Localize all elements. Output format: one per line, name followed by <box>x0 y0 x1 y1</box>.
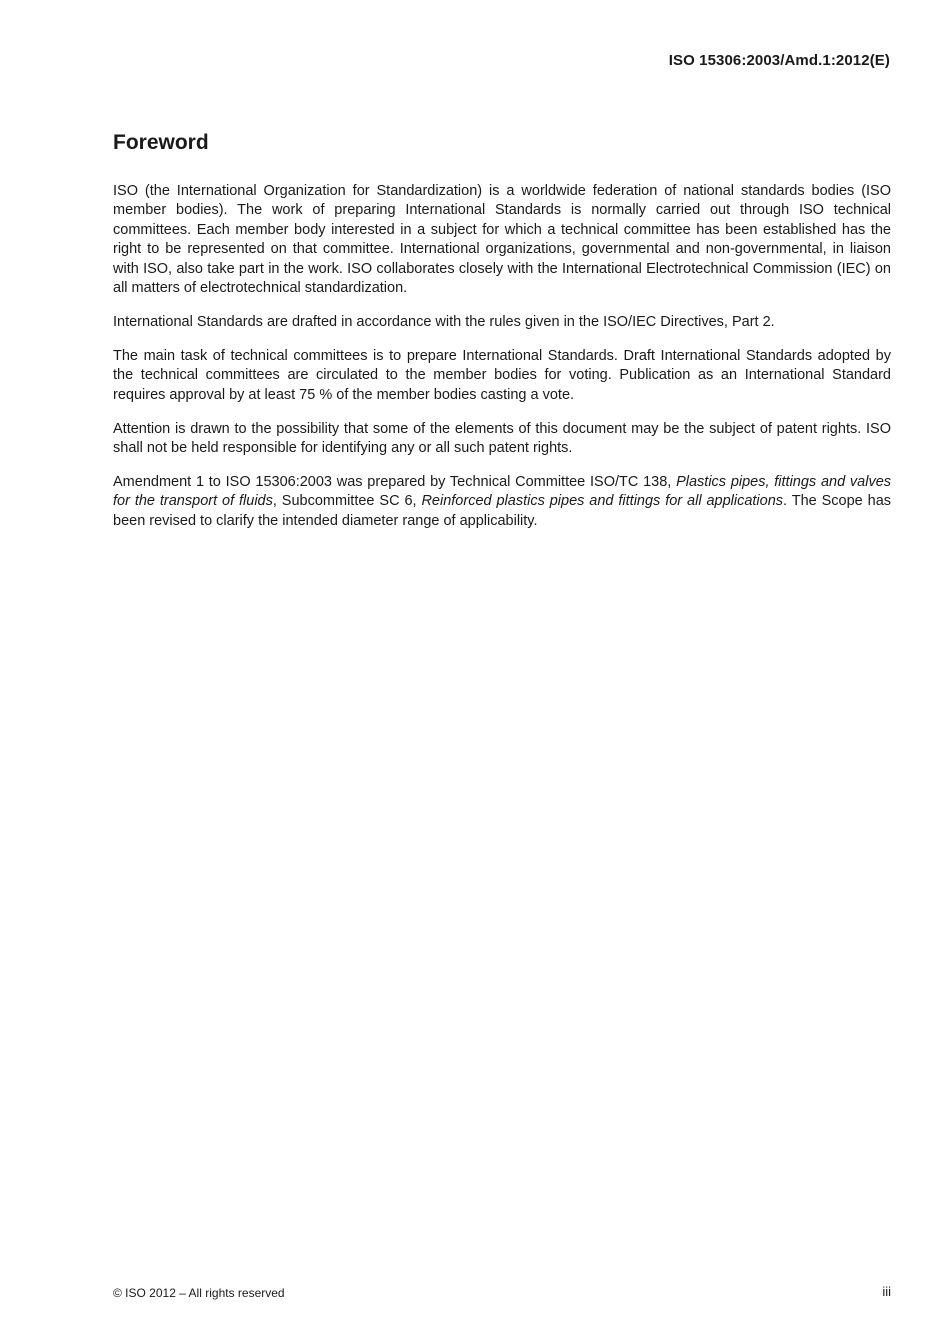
copyright-notice: © ISO 2012 – All rights reserved <box>113 1286 285 1300</box>
subcommittee-title: Reinforced plastics pipes and fittings for all applications <box>421 493 784 510</box>
paragraph-committee-task: The main task of technical committees is to prepare International Standards. Draft International Standards adopted by the technical committees are circulated to the member bodies for voting. Publication as an International Standard requires approval by at least 75 % of the member bodies casting a vote. <box>113 347 891 403</box>
amendment-text-1: Amendment 1 to ISO 15306:2003 was prepared by Technical Committee ISO/TC 138, <box>113 473 677 490</box>
amendment-text-3: . The Scope has been revised to clarify the intended diameter range of applicability. <box>113 493 892 529</box>
page-number: iii <box>882 1284 891 1299</box>
paragraph-iso-intro: ISO (the International Organization for Standardization) is a worldwide federation of national standards bodies (ISO member bodies). The work of preparing International Standards is normally carried out through ISO technical committees. Each member body interested in a subject for which a technical committee has been established has the right to be represented on that committee. International organizations, governmental and non-governmental, in liaison with ISO, also take part in the work. ISO collaborates closely with the International Electrotechnical Commission (IEC) on all matters of electrotechnical standardization. <box>113 183 891 297</box>
paragraph-patent-rights: Attention is drawn to the possibility that some of the elements of this document may be the subject of patent rights. ISO shall not be held responsible for identifying any or all such patent rights. <box>113 420 891 456</box>
page-title: Foreword <box>113 131 209 154</box>
document-id: ISO 15306:2003/Amd.1:2012(E) <box>668 52 890 69</box>
foreword-body <box>113 182 891 546</box>
committee-title: Plastics pipes, fittings and valves for the transport of fluids <box>113 473 892 510</box>
paragraph-directives: International Standards are drafted in accordance with the rules given in the ISO/IEC Directives, Part 2. <box>113 313 775 330</box>
amendment-text-2: , Subcommittee SC 6, <box>272 493 422 510</box>
paragraph-amendment <box>113 473 891 531</box>
